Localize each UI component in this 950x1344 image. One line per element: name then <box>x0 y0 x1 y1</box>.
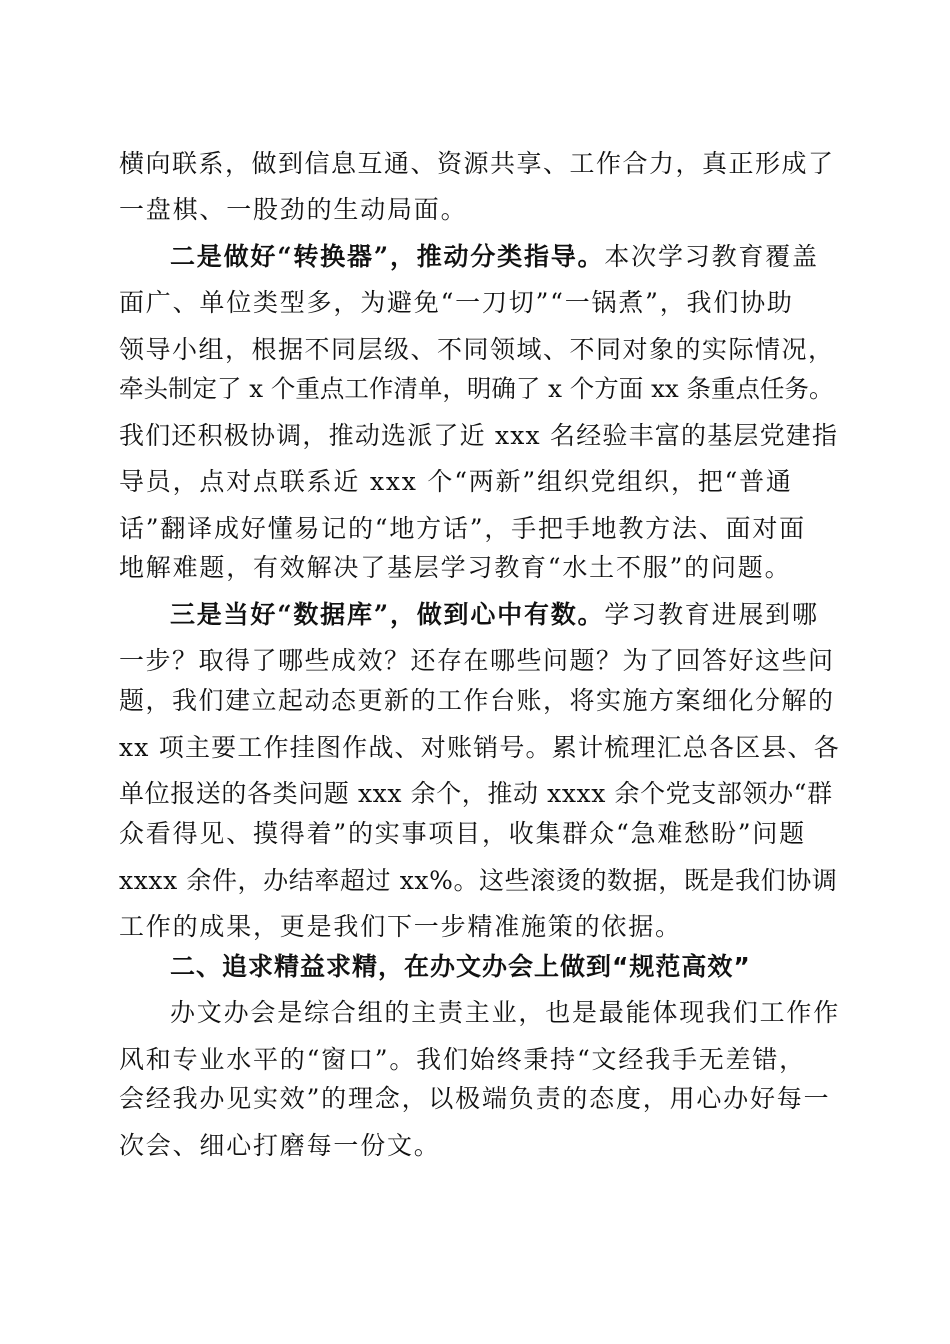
paragraph-3-line-4: xx 项主要工作挂图作战、对账销号。累计梳理汇总各区县、各 <box>119 733 840 762</box>
paragraph-2-line-7: 话”翻译成好懂易记的“地方话”，手把手地教方法、面对面 <box>119 514 806 543</box>
paragraph-2-line-3: 领导小组，根据不同层级、不同领域、不同对象的实际情况， <box>119 335 835 364</box>
paragraph-4-line-3: 会经我办见实效”的理念，以极端负责的态度，用心办好每一 <box>119 1084 831 1113</box>
paragraph-3-line-1 <box>170 597 840 633</box>
paragraph-2-line-8: 地解难题，有效解决了基层学习教育“水土不服”的问题。 <box>119 553 792 582</box>
paragraph-3-line-3: 题，我们建立起动态更新的工作台账，将实施方案细化分解的 <box>119 686 835 715</box>
paragraph-2-line-6: 导员，点对点联系近 xxx 个“两新”组织党组织，把“普通 <box>119 467 793 496</box>
paragraph-3-line-7: xxxx 余件，办结率超过 xx%。这些滚烫的数据，既是我们协调 <box>119 866 838 895</box>
paragraph-3-line-2: 一步？取得了哪些成效？还存在哪些问题？为了回答好这些问 <box>119 646 835 675</box>
paragraph-4-line-1: 办文办会是综合组的主责主业，也是最能体现我们工作作 <box>170 998 841 1027</box>
paragraph-1-line-2: 一盘棋、一股劲的生动局面。 <box>119 195 468 224</box>
section-heading: 二、追求精益求精，在办文办会上做到“规范高效” <box>170 952 751 981</box>
paragraph-2-line-2: 面广、单位类型多，为避免“一刀切”“一锅煮”，我们协助 <box>119 288 794 317</box>
paragraph-4-line-2: 风和专业水平的“窗口”。我们始终秉持“文经我手无差错， <box>119 1045 806 1074</box>
paragraph-2-line-4: 牵头制定了 x 个重点工作清单，明确了 x 个方面 xx 条重点任务。 <box>119 374 834 403</box>
paragraph-3-lead: 三是当好“数据库”，做到心中有数。 <box>170 600 605 629</box>
paragraph-3-first-rest: 学习教育进展到哪 <box>604 600 819 629</box>
paragraph-2-line-5: 我们还积极协调，推动选派了近 xxx 名经验丰富的基层党建指 <box>119 421 839 450</box>
paragraph-2-lead: 二是做好“转换器”，推动分类指导。 <box>170 242 605 271</box>
paragraph-3-line-6: 众看得见、摸得着”的实事项目，收集群众“急难愁盼”问题 <box>119 819 806 848</box>
paragraph-2-line-1 <box>170 239 840 275</box>
paragraph-1-line-1: 横向联系，做到信息互通、资源共享、工作合力，真正形成了 <box>119 149 835 178</box>
paragraph-3-line-5: 单位报送的各类问题 xxx 余个，推动 xxxx 余个党支部领办“群 <box>119 779 833 808</box>
paragraph-3-line-8: 工作的成果，更是我们下一步精准施策的依据。 <box>119 912 682 941</box>
paragraph-2-first-rest: 本次学习教育覆盖 <box>604 242 819 271</box>
paragraph-4-line-4: 次会、细心打磨每一份文。 <box>119 1131 441 1160</box>
